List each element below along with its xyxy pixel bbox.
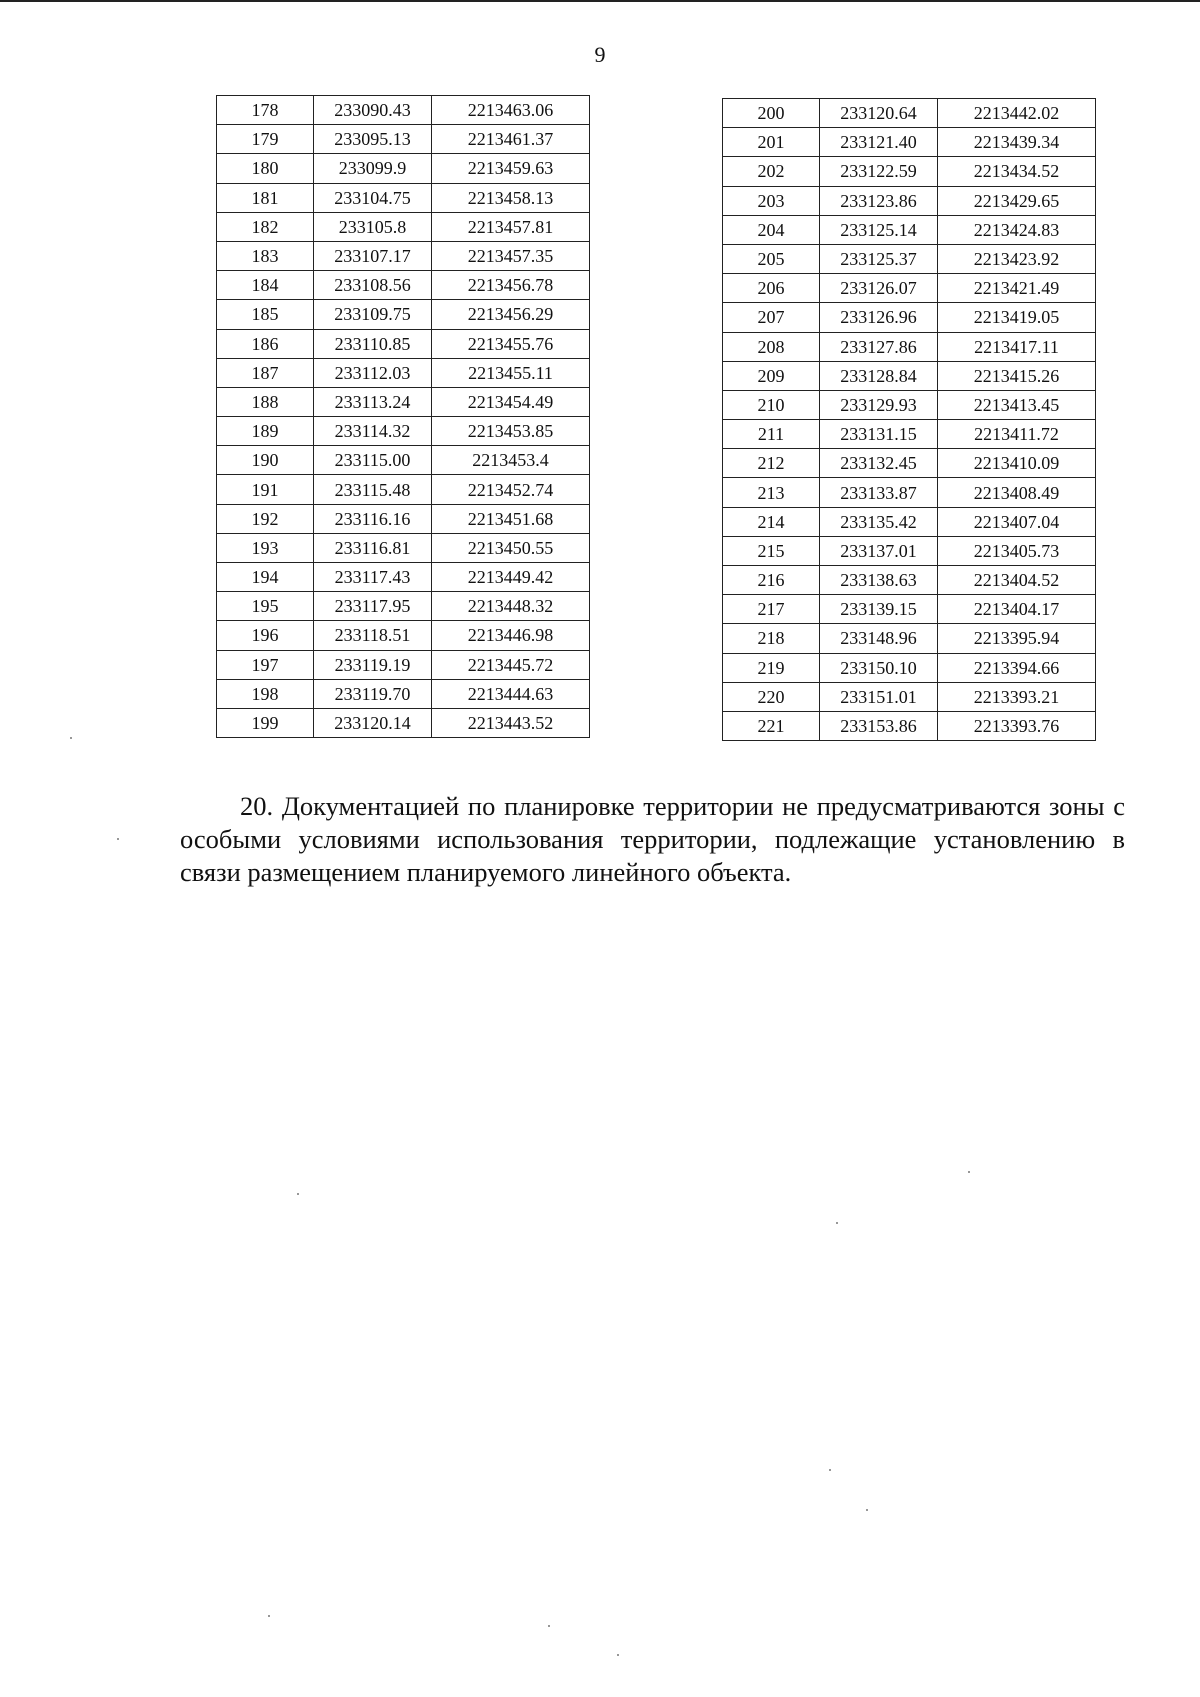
x-coordinate-cell: 233104.75: [314, 183, 432, 212]
scan-speck: [829, 1469, 831, 1471]
y-coordinate-cell: 2213455.11: [432, 358, 590, 387]
table-row: [217, 650, 590, 679]
y-coordinate-cell: 2213405.73: [938, 536, 1096, 565]
x-coordinate-cell: 233118.51: [314, 621, 432, 650]
table-row: [217, 563, 590, 592]
point-number-cell: 202: [723, 157, 820, 186]
table-row: [723, 303, 1096, 332]
table-row: [217, 387, 590, 416]
point-number-cell: 181: [217, 183, 314, 212]
point-number-cell: 216: [723, 566, 820, 595]
table-row: [723, 244, 1096, 273]
point-number-cell: 182: [217, 212, 314, 241]
point-number-cell: 221: [723, 711, 820, 740]
point-number-cell: 200: [723, 99, 820, 128]
x-coordinate-cell: 233153.86: [820, 711, 938, 740]
x-coordinate-cell: 233117.43: [314, 563, 432, 592]
paragraph-number: 20.: [240, 791, 274, 821]
scan-speck: [268, 1615, 270, 1617]
x-coordinate-cell: 233126.07: [820, 274, 938, 303]
y-coordinate-cell: 2213456.29: [432, 300, 590, 329]
x-coordinate-cell: 233113.24: [314, 387, 432, 416]
y-coordinate-cell: 2213449.42: [432, 563, 590, 592]
table-row: [217, 358, 590, 387]
table-row: [723, 361, 1096, 390]
y-coordinate-cell: 2213450.55: [432, 533, 590, 562]
point-number-cell: 197: [217, 650, 314, 679]
x-coordinate-cell: 233121.40: [820, 128, 938, 157]
y-coordinate-cell: 2213463.06: [432, 96, 590, 125]
x-coordinate-cell: 233112.03: [314, 358, 432, 387]
table-row: [217, 533, 590, 562]
x-coordinate-cell: 233125.37: [820, 244, 938, 273]
table-row: [217, 96, 590, 125]
point-number-cell: 211: [723, 420, 820, 449]
point-number-cell: 217: [723, 595, 820, 624]
table-row: [217, 708, 590, 737]
table-row: [217, 241, 590, 270]
point-number-cell: 192: [217, 504, 314, 533]
y-coordinate-cell: 2213393.76: [938, 711, 1096, 740]
x-coordinate-cell: 233129.93: [820, 390, 938, 419]
x-coordinate-cell: 233132.45: [820, 449, 938, 478]
x-coordinate-cell: 233137.01: [820, 536, 938, 565]
table-row: [723, 624, 1096, 653]
x-coordinate-cell: 233150.10: [820, 653, 938, 682]
top-border-line: [0, 0, 1200, 2]
y-coordinate-cell: 2213395.94: [938, 624, 1096, 653]
x-coordinate-cell: 233105.8: [314, 212, 432, 241]
table-row: [217, 300, 590, 329]
table-row: [217, 329, 590, 358]
table-row: [723, 390, 1096, 419]
table-row: [217, 679, 590, 708]
y-coordinate-cell: 2213419.05: [938, 303, 1096, 332]
coordinates-table-left: [216, 95, 590, 738]
y-coordinate-cell: 2213413.45: [938, 390, 1096, 419]
y-coordinate-cell: 2213417.11: [938, 332, 1096, 361]
scan-speck: [836, 1222, 838, 1224]
y-coordinate-cell: 2213404.52: [938, 566, 1096, 595]
y-coordinate-cell: 2213408.49: [938, 478, 1096, 507]
table-row: [723, 566, 1096, 595]
point-number-cell: 194: [217, 563, 314, 592]
table-row: [723, 507, 1096, 536]
table-row: [217, 592, 590, 621]
x-coordinate-cell: 233125.14: [820, 215, 938, 244]
y-coordinate-cell: 2213444.63: [432, 679, 590, 708]
x-coordinate-cell: 233109.75: [314, 300, 432, 329]
y-coordinate-cell: 2213421.49: [938, 274, 1096, 303]
y-coordinate-cell: 2213442.02: [938, 99, 1096, 128]
point-number-cell: 208: [723, 332, 820, 361]
table-row: [723, 711, 1096, 740]
table-row: [217, 271, 590, 300]
point-number-cell: 195: [217, 592, 314, 621]
x-coordinate-cell: 233135.42: [820, 507, 938, 536]
x-coordinate-cell: 233120.14: [314, 708, 432, 737]
x-coordinate-cell: 233115.00: [314, 446, 432, 475]
scan-speck: [866, 1509, 868, 1511]
table-row: [723, 595, 1096, 624]
x-coordinate-cell: 233126.96: [820, 303, 938, 332]
table-row: [217, 417, 590, 446]
table-row: [217, 475, 590, 504]
y-coordinate-cell: 2213452.74: [432, 475, 590, 504]
point-number-cell: 209: [723, 361, 820, 390]
y-coordinate-cell: 2213410.09: [938, 449, 1096, 478]
y-coordinate-cell: 2213461.37: [432, 125, 590, 154]
x-coordinate-cell: 233127.86: [820, 332, 938, 361]
point-number-cell: 190: [217, 446, 314, 475]
y-coordinate-cell: 2213448.32: [432, 592, 590, 621]
table-row: [723, 420, 1096, 449]
scan-speck: [548, 1625, 550, 1627]
point-number-cell: 206: [723, 274, 820, 303]
y-coordinate-cell: 2213407.04: [938, 507, 1096, 536]
scan-speck: [297, 1193, 299, 1195]
x-coordinate-cell: 233107.17: [314, 241, 432, 270]
scan-speck: [968, 1171, 970, 1173]
point-number-cell: 212: [723, 449, 820, 478]
table-row: [723, 536, 1096, 565]
y-coordinate-cell: 2213439.34: [938, 128, 1096, 157]
table-row: [217, 154, 590, 183]
y-coordinate-cell: 2213423.92: [938, 244, 1096, 273]
y-coordinate-cell: 2213445.72: [432, 650, 590, 679]
table-row: [217, 621, 590, 650]
point-number-cell: 187: [217, 358, 314, 387]
x-coordinate-cell: 233099.9: [314, 154, 432, 183]
x-coordinate-cell: 233090.43: [314, 96, 432, 125]
x-coordinate-cell: 233139.15: [820, 595, 938, 624]
point-number-cell: 213: [723, 478, 820, 507]
x-coordinate-cell: 233148.96: [820, 624, 938, 653]
point-number-cell: 199: [217, 708, 314, 737]
point-number-cell: 220: [723, 682, 820, 711]
paragraph-text: Документацией по планировке территории не предусматриваются зоны с особыми условиями использования территории, подлежащие установлению в связи размещением планируемого линейного объекта.: [180, 791, 1126, 887]
point-number-cell: 179: [217, 125, 314, 154]
point-number-cell: 205: [723, 244, 820, 273]
y-coordinate-cell: 2213394.66: [938, 653, 1096, 682]
table-row: [723, 215, 1096, 244]
table-row: [723, 99, 1096, 128]
table-row: [723, 653, 1096, 682]
x-coordinate-cell: 233122.59: [820, 157, 938, 186]
y-coordinate-cell: 2213415.26: [938, 361, 1096, 390]
paragraph-20: [180, 790, 1125, 889]
x-coordinate-cell: 233128.84: [820, 361, 938, 390]
x-coordinate-cell: 233138.63: [820, 566, 938, 595]
x-coordinate-cell: 233119.70: [314, 679, 432, 708]
x-coordinate-cell: 233131.15: [820, 420, 938, 449]
scan-speck: [70, 737, 72, 739]
coordinates-table-right: [722, 98, 1096, 741]
table-row: [723, 274, 1096, 303]
table-row: [217, 125, 590, 154]
x-coordinate-cell: 233151.01: [820, 682, 938, 711]
point-number-cell: 183: [217, 241, 314, 270]
point-number-cell: 215: [723, 536, 820, 565]
x-coordinate-cell: 233115.48: [314, 475, 432, 504]
point-number-cell: 218: [723, 624, 820, 653]
point-number-cell: 185: [217, 300, 314, 329]
y-coordinate-cell: 2213446.98: [432, 621, 590, 650]
x-coordinate-cell: 233123.86: [820, 186, 938, 215]
y-coordinate-cell: 2213458.13: [432, 183, 590, 212]
scan-speck: [117, 838, 119, 840]
point-number-cell: 214: [723, 507, 820, 536]
y-coordinate-cell: 2213453.85: [432, 417, 590, 446]
y-coordinate-cell: 2213429.65: [938, 186, 1096, 215]
point-number-cell: 201: [723, 128, 820, 157]
x-coordinate-cell: 233108.56: [314, 271, 432, 300]
table-row: [217, 504, 590, 533]
point-number-cell: 191: [217, 475, 314, 504]
point-number-cell: 219: [723, 653, 820, 682]
point-number-cell: 204: [723, 215, 820, 244]
x-coordinate-cell: 233095.13: [314, 125, 432, 154]
table-row: [723, 478, 1096, 507]
y-coordinate-cell: 2213453.4: [432, 446, 590, 475]
point-number-cell: 207: [723, 303, 820, 332]
point-number-cell: 188: [217, 387, 314, 416]
table-row: [723, 157, 1096, 186]
x-coordinate-cell: 233120.64: [820, 99, 938, 128]
table-row: [723, 449, 1096, 478]
point-number-cell: 196: [217, 621, 314, 650]
x-coordinate-cell: 233114.32: [314, 417, 432, 446]
table-row: [723, 186, 1096, 215]
y-coordinate-cell: 2213451.68: [432, 504, 590, 533]
point-number-cell: 180: [217, 154, 314, 183]
table-row: [723, 682, 1096, 711]
y-coordinate-cell: 2213459.63: [432, 154, 590, 183]
x-coordinate-cell: 233119.19: [314, 650, 432, 679]
y-coordinate-cell: 2213404.17: [938, 595, 1096, 624]
y-coordinate-cell: 2213457.81: [432, 212, 590, 241]
x-coordinate-cell: 233116.16: [314, 504, 432, 533]
table-row: [217, 212, 590, 241]
table-row: [217, 183, 590, 212]
y-coordinate-cell: 2213456.78: [432, 271, 590, 300]
y-coordinate-cell: 2213434.52: [938, 157, 1096, 186]
table-row: [217, 446, 590, 475]
y-coordinate-cell: 2213457.35: [432, 241, 590, 270]
point-number-cell: 210: [723, 390, 820, 419]
y-coordinate-cell: 2213393.21: [938, 682, 1096, 711]
y-coordinate-cell: 2213443.52: [432, 708, 590, 737]
y-coordinate-cell: 2213424.83: [938, 215, 1096, 244]
x-coordinate-cell: 233116.81: [314, 533, 432, 562]
point-number-cell: 184: [217, 271, 314, 300]
point-number-cell: 203: [723, 186, 820, 215]
table-row: [723, 332, 1096, 361]
point-number-cell: 189: [217, 417, 314, 446]
point-number-cell: 198: [217, 679, 314, 708]
x-coordinate-cell: 233110.85: [314, 329, 432, 358]
point-number-cell: 178: [217, 96, 314, 125]
point-number-cell: 186: [217, 329, 314, 358]
y-coordinate-cell: 2213411.72: [938, 420, 1096, 449]
table-row: [723, 128, 1096, 157]
y-coordinate-cell: 2213455.76: [432, 329, 590, 358]
point-number-cell: 193: [217, 533, 314, 562]
scan-speck: [617, 1654, 619, 1656]
y-coordinate-cell: 2213454.49: [432, 387, 590, 416]
x-coordinate-cell: 233117.95: [314, 592, 432, 621]
page-number: 9: [594, 42, 606, 67]
x-coordinate-cell: 233133.87: [820, 478, 938, 507]
